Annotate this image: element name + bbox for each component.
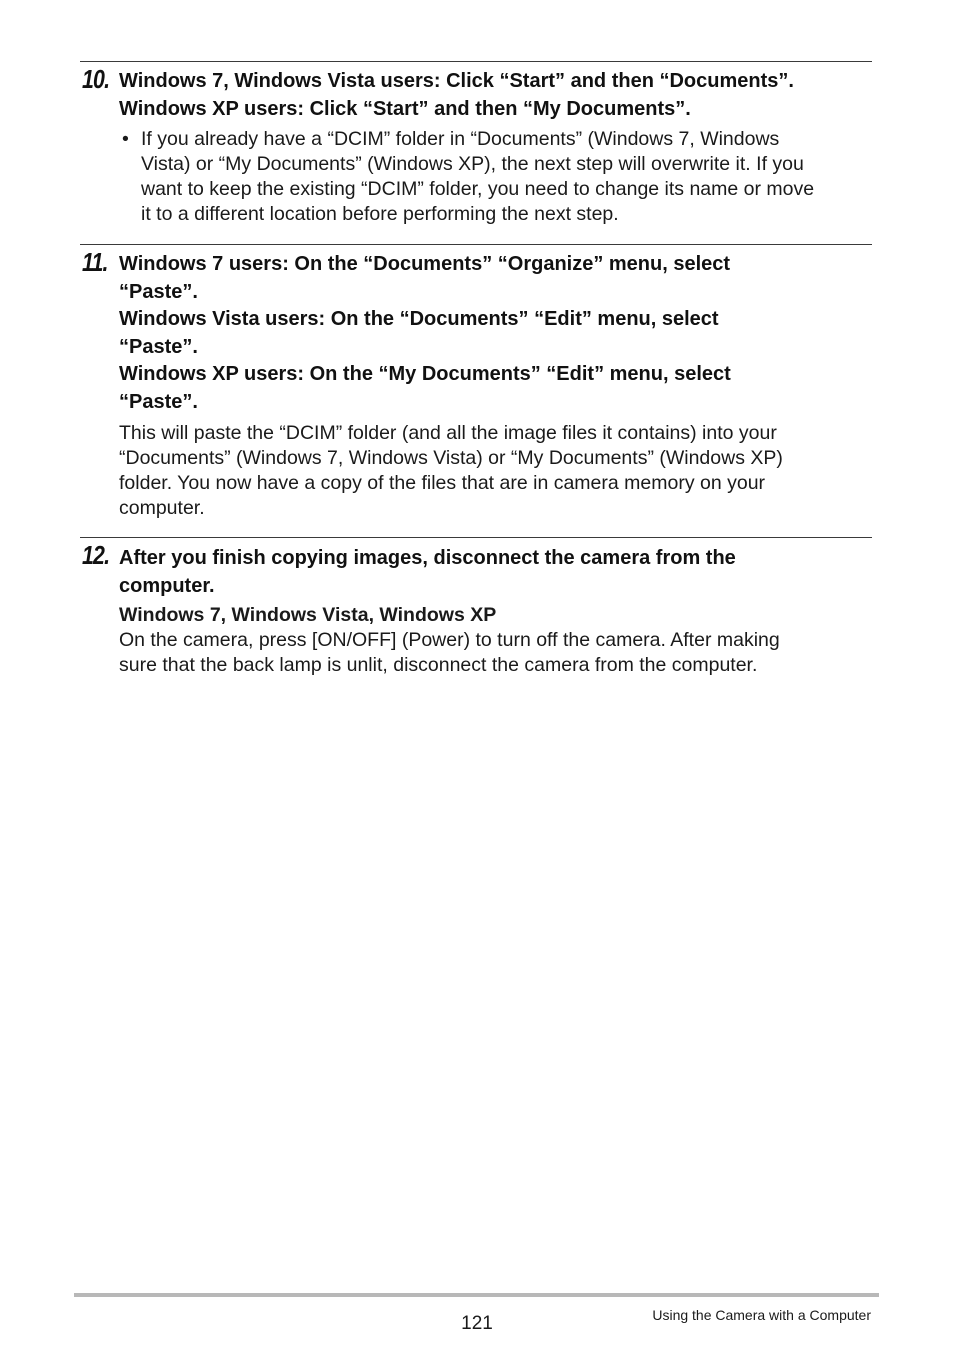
heading-line: “Paste”. (119, 280, 198, 303)
bullet-icon: • (122, 128, 129, 150)
footer-divider (74, 1293, 879, 1297)
heading-line: “Paste”. (119, 390, 198, 413)
divider (80, 244, 872, 245)
step-heading (119, 545, 889, 600)
heading-line: Windows 7, Windows Vista users: Click “Start” and then “Documents”. (119, 70, 794, 92)
text-line: folder. You now have a copy of the files that are in camera memory on your (119, 472, 766, 494)
heading-line: Windows Vista users: On the “Documents” “Edit” menu, select (119, 308, 719, 330)
step-body (119, 628, 879, 678)
text-line: This will paste the “DCIM” folder (and all the image files it contains) into your (119, 422, 777, 444)
step-number: 10. (82, 64, 110, 94)
step-heading (119, 68, 889, 123)
divider (80, 537, 872, 538)
text-line: want to keep the existing “DCIM” folder, you need to change its name or move (141, 178, 815, 200)
text-line: computer. (119, 497, 205, 519)
bullet-text (141, 127, 814, 227)
text-line: “Documents” (Windows 7, Windows Vista) or “My Documents” (Windows XP) (119, 447, 783, 469)
heading-line: “Paste”. (119, 335, 198, 358)
text-line: Vista) or “My Documents” (Windows XP), the next step will overwrite it. If you (141, 153, 804, 175)
section-title: Using the Camera with a Computer (652, 1307, 871, 1323)
text-line: If you already have a “DCIM” folder in “Documents” (Windows 7, Windows (141, 128, 780, 150)
text-line: it to a different location before performing the next step. (141, 203, 619, 225)
heading-line: computer. (119, 574, 215, 597)
step-number: 11. (82, 247, 108, 277)
page-number: 121 (461, 1313, 493, 1334)
heading-line: After you finish copying images, disconnect the camera from the (119, 547, 736, 569)
step-body (119, 421, 879, 521)
step-heading (119, 251, 889, 416)
divider (80, 61, 872, 62)
heading-line: Windows 7 users: On the “Documents” “Organize” menu, select (119, 253, 731, 275)
heading-line: Windows XP users: Click “Start” and then “My Documents”. (119, 97, 691, 120)
text-line: sure that the back lamp is unlit, disconnect the camera from the computer. (119, 654, 758, 676)
text-line: On the camera, press [ON/OFF] (Power) to turn off the camera. After making (119, 629, 780, 651)
os-subheading: Windows 7, Windows Vista, Windows XP (119, 604, 497, 626)
step-number: 12. (82, 540, 110, 570)
heading-line: Windows XP users: On the “My Documents” “Edit” menu, select (119, 363, 731, 385)
